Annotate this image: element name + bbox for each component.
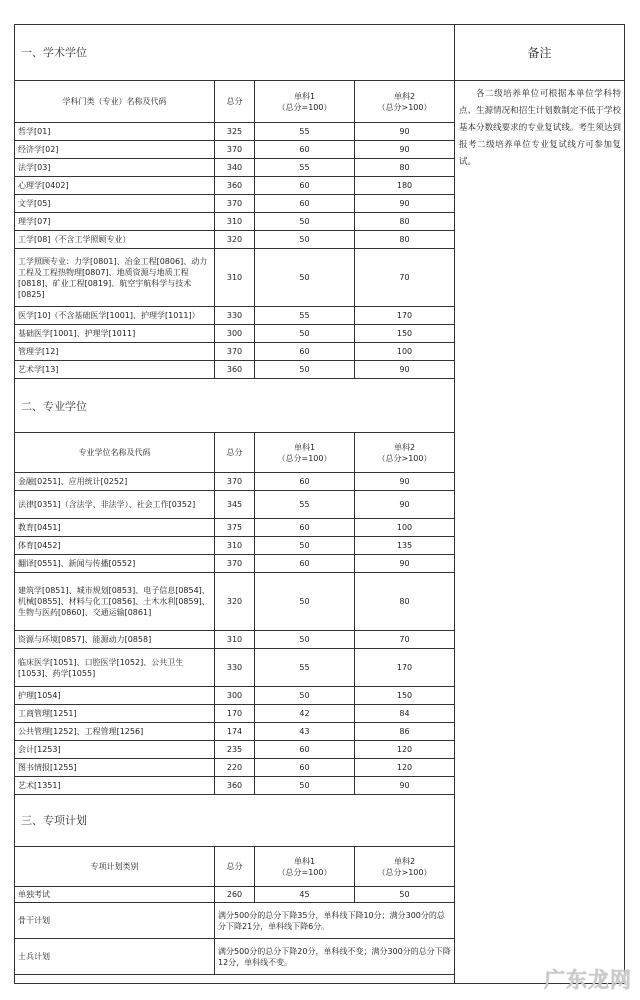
watermark-logo: 广东龙网 [544, 968, 632, 992]
row-label: 临床医学[1051]、口腔医学[1052]、公共卫生[1053]、药学[1055] [15, 649, 215, 687]
score-cell: 50 [255, 361, 355, 379]
row-label: 翻译[0551]、新闻与传播[0552] [15, 555, 215, 573]
row-label: 管理学[12] [15, 343, 215, 361]
column-header: 总分 [215, 433, 255, 473]
score-cell: 60 [255, 141, 355, 159]
page [14, 24, 626, 984]
score-cell: 50 [255, 213, 355, 231]
row-label: 单独考试 [15, 887, 215, 903]
score-cell: 45 [255, 887, 355, 903]
table-row [15, 231, 455, 249]
score-cell: 90 [355, 777, 455, 795]
row-label: 会计[1253] [15, 741, 215, 759]
table-row [15, 213, 455, 231]
score-cell: 60 [255, 519, 355, 537]
score-cell: 90 [355, 491, 455, 519]
row-label: 艺术[1351] [15, 777, 215, 795]
score-cell: 50 [255, 573, 355, 631]
section-title-special: 三、专项计划 [21, 814, 87, 827]
column-header: 专业学位名称及代码 [15, 433, 215, 473]
professional-degree-table [14, 432, 455, 795]
rule-description: 满分500分的总分下降20分，单科线不变；满分300分的总分下降12分，单科线不变。 [215, 939, 455, 975]
table-row [15, 491, 455, 519]
table-row [15, 325, 455, 343]
table-row [15, 759, 455, 777]
column-header: 学科门类（专业）名称及代码 [15, 81, 215, 123]
score-cell: 100 [355, 343, 455, 361]
row-label: 工商管理[1251] [15, 705, 215, 723]
notes-title: 备注 [527, 45, 552, 60]
score-cell: 50 [255, 231, 355, 249]
table-row [15, 141, 455, 159]
score-cell: 84 [355, 705, 455, 723]
score-cell: 330 [215, 307, 255, 325]
row-label: 法律[0351]（含法学、非法学）、社会工作[0352] [15, 491, 215, 519]
academic-degree-table [14, 80, 455, 379]
score-cell: 55 [255, 307, 355, 325]
row-label: 医学[10]（不含基础医学[1001]、护理学[1011]） [15, 307, 215, 325]
table-row [15, 159, 455, 177]
row-label: 工学照顾专业：力学[0801]、冶金工程[0806]、动力工程及工程热物理[0807]、地质资源与地质工程[0818]、矿业工程[0819]、航空宇航科学与技术[0825] [15, 249, 215, 307]
score-cell: 345 [215, 491, 255, 519]
score-cell: 370 [215, 555, 255, 573]
score-cell: 300 [215, 325, 255, 343]
score-cell: 90 [355, 555, 455, 573]
score-cell: 375 [215, 519, 255, 537]
score-cell: 90 [355, 195, 455, 213]
table-row [15, 903, 455, 939]
table-row [15, 777, 455, 795]
score-cell: 360 [215, 177, 255, 195]
score-cell: 70 [355, 249, 455, 307]
column-header: 总分 [215, 847, 255, 887]
score-cell: 50 [255, 631, 355, 649]
score-cell: 90 [355, 473, 455, 491]
table-row [15, 473, 455, 491]
table-row [15, 705, 455, 723]
row-label: 资源与环境[0857]、能源动力[0858] [15, 631, 215, 649]
score-cell: 60 [255, 555, 355, 573]
row-label: 心理学[0402] [15, 177, 215, 195]
row-label: 工学[08]（不含工学照顾专业） [15, 231, 215, 249]
score-cell: 55 [255, 649, 355, 687]
notes-header-line [454, 80, 625, 81]
score-cell: 320 [215, 231, 255, 249]
score-cell: 60 [255, 343, 355, 361]
score-cell: 325 [215, 123, 255, 141]
score-cell: 120 [355, 759, 455, 777]
row-label: 图书情报[1255] [15, 759, 215, 777]
score-cell: 120 [355, 741, 455, 759]
score-cell: 310 [215, 631, 255, 649]
table-row [15, 177, 455, 195]
row-label: 艺术学[13] [15, 361, 215, 379]
score-cell: 60 [255, 177, 355, 195]
table-header-row [15, 847, 455, 887]
score-cell: 60 [255, 195, 355, 213]
table-row [15, 537, 455, 555]
column-header: 单科2 （总分>100） [355, 433, 455, 473]
row-label: 护理[1054] [15, 687, 215, 705]
score-cell: 50 [355, 887, 455, 903]
rule-description: 满分500分的总分下降35分，单科线下降10分；满分300分的总分下降21分，单科线下降6分。 [215, 903, 455, 939]
table-row [15, 249, 455, 307]
special-plan-table [14, 846, 455, 975]
column-header: 专项计划类别 [15, 847, 215, 887]
score-cell: 60 [255, 759, 355, 777]
table-row [15, 195, 455, 213]
table-row [15, 687, 455, 705]
score-cell: 260 [215, 887, 255, 903]
score-cell: 50 [255, 325, 355, 343]
score-cell: 100 [355, 519, 455, 537]
score-cell: 360 [215, 777, 255, 795]
score-cell: 220 [215, 759, 255, 777]
score-cell: 60 [255, 741, 355, 759]
table-row [15, 343, 455, 361]
score-cell: 180 [355, 177, 455, 195]
score-cell: 90 [355, 361, 455, 379]
row-label: 教育[0451] [15, 519, 215, 537]
score-cell: 80 [355, 213, 455, 231]
score-cell: 80 [355, 231, 455, 249]
score-cell: 70 [355, 631, 455, 649]
table-header-row [15, 433, 455, 473]
score-cell: 60 [255, 473, 355, 491]
score-cell: 370 [215, 195, 255, 213]
score-cell: 370 [215, 141, 255, 159]
score-cell: 340 [215, 159, 255, 177]
row-label: 体育[0452] [15, 537, 215, 555]
score-cell: 50 [255, 537, 355, 555]
table-row [15, 555, 455, 573]
column-header: 单科1 （总分=100） [255, 433, 355, 473]
score-cell: 90 [355, 141, 455, 159]
section-title-academic: 一、学术学位 [21, 46, 87, 59]
score-cell: 170 [215, 705, 255, 723]
score-cell: 310 [215, 213, 255, 231]
score-cell: 42 [255, 705, 355, 723]
table-row [15, 573, 455, 631]
row-label: 金融[0251]、应用统计[0252] [15, 473, 215, 491]
table-row [15, 649, 455, 687]
row-label: 士兵计划 [15, 939, 215, 975]
column-header: 单科1 （总分=100） [255, 847, 355, 887]
row-label: 理学[07] [15, 213, 215, 231]
row-label: 基础医学[1001]、护理学[1011] [15, 325, 215, 343]
score-cell: 310 [215, 249, 255, 307]
table-row [15, 887, 455, 903]
table-row [15, 631, 455, 649]
score-cell: 370 [215, 473, 255, 491]
table-row [15, 939, 455, 975]
score-cell: 86 [355, 723, 455, 741]
score-cell: 235 [215, 741, 255, 759]
notes-text: 各二级培养单位可根据本单位学科特点、生源情况和招生计划数制定不低于学校基本分数线要求的专业复试线。考生须达到报考二级培养单位专业复试线方可参加复试。 [459, 89, 621, 167]
score-cell: 55 [255, 491, 355, 519]
column-header: 单科2 （总分>100） [355, 847, 455, 887]
score-cell: 370 [215, 343, 255, 361]
table-row [15, 741, 455, 759]
row-label: 法学[03] [15, 159, 215, 177]
score-cell: 330 [215, 649, 255, 687]
table-header-row [15, 81, 455, 123]
score-cell: 150 [355, 687, 455, 705]
row-label: 骨干计划 [15, 903, 215, 939]
score-cell: 55 [255, 123, 355, 141]
row-label: 公共管理[1252]、工程管理[1256] [15, 723, 215, 741]
table-row [15, 361, 455, 379]
score-cell: 135 [355, 537, 455, 555]
column-header: 单科1 （总分=100） [255, 81, 355, 123]
score-cell: 300 [215, 687, 255, 705]
score-cell: 310 [215, 537, 255, 555]
score-cell: 80 [355, 159, 455, 177]
row-label: 建筑学[0851]、城市规划[0853]、电子信息[0854]、机械[0855]、材料与化工[0856]、土木水利[0859]、生物与医药[0860]、交通运输[0861] [15, 573, 215, 631]
table-row [15, 723, 455, 741]
table-row [15, 123, 455, 141]
score-cell: 360 [215, 361, 255, 379]
score-cell: 170 [355, 307, 455, 325]
score-cell: 320 [215, 573, 255, 631]
column-header: 总分 [215, 81, 255, 123]
score-cell: 55 [255, 159, 355, 177]
score-cell: 174 [215, 723, 255, 741]
section-title-professional: 二、专业学位 [21, 400, 87, 413]
table-row [15, 519, 455, 537]
score-cell: 43 [255, 723, 355, 741]
score-cell: 50 [255, 249, 355, 307]
score-cell: 50 [255, 777, 355, 795]
row-label: 文学[05] [15, 195, 215, 213]
score-cell: 170 [355, 649, 455, 687]
score-cell: 50 [255, 687, 355, 705]
row-label: 经济学[02] [15, 141, 215, 159]
column-header: 单科2 （总分>100） [355, 81, 455, 123]
table-row [15, 307, 455, 325]
score-cell: 90 [355, 123, 455, 141]
score-cell: 80 [355, 573, 455, 631]
score-cell: 150 [355, 325, 455, 343]
row-label: 哲学[01] [15, 123, 215, 141]
